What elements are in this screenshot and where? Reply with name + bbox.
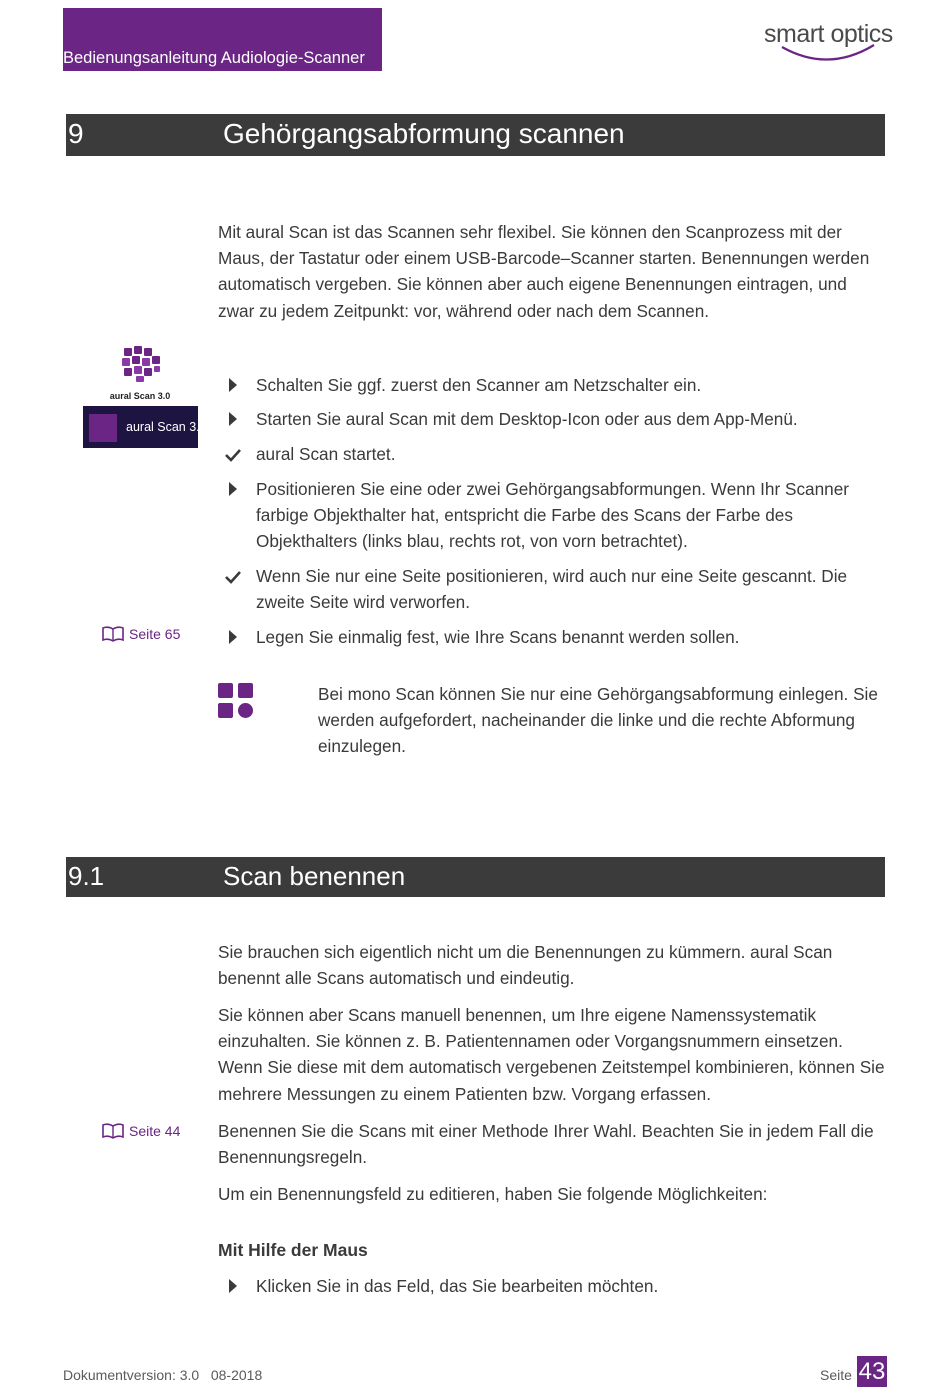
app-tile-icon	[89, 414, 117, 442]
step-item: Schalten Sie ggf. zuerst den Scanner am Netzschalter ein.	[256, 375, 702, 395]
body-paragraph: Sie können aber Scans manuell benennen, um Ihre eigene Namenssystematik einzuhalten. Sie können z. B. Patientennamen oder Vorgangsnummern einsetzen. Wenn Sie diese mit dem automatisch vergebenen Zeitstempel kombinieren, können Sie mehrere Messungen zu einem Patienten bzw. Vorgang erfassen.	[218, 1005, 885, 1104]
cube-logo-icon	[108, 340, 172, 386]
cross-reference-link[interactable]	[102, 1123, 180, 1139]
document-date: 08-2018	[210, 1367, 263, 1383]
step-item: Klicken Sie in das Feld, das Sie bearbeiten möchten.	[256, 1276, 659, 1296]
triangle-right-icon	[224, 480, 242, 498]
checkmark-icon	[224, 446, 242, 464]
document-title: Bedienungsanleitung Audiologie-Scanner	[63, 49, 365, 67]
intro-paragraph: Mit aural Scan ist das Scannen sehr flexibel. Sie können den Scanprozess mit der Maus, der Tastatur oder einem USB-Barcode–Scanner starten. Benennungen werden automatisch vergeben. Sie können aber auch eigene Benennungen eintragen, und zwar zu jedem Zeitpunkt: vor, während oder nach dem Scannen.	[218, 222, 870, 321]
step-item: Legen Sie einmalig fest, wie Ihre Scans benannt werden sollen.	[256, 627, 740, 647]
section-title: Scan benennen	[223, 861, 406, 891]
note-text: Bei mono Scan können Sie nur eine Gehörgangsabformung einlegen. Sie werden aufgefordert, nacheinander die linke und die rechte Abformung einzulegen.	[318, 684, 878, 757]
book-icon	[102, 626, 124, 642]
result-item: aural Scan startet.	[256, 444, 396, 464]
cross-reference-link[interactable]	[102, 626, 180, 642]
checkmark-icon	[224, 568, 242, 586]
book-icon	[102, 1123, 124, 1139]
triangle-right-icon	[224, 410, 242, 428]
aural-scan-app-tile	[83, 406, 207, 448]
body-paragraph: Um ein Benennungsfeld zu editieren, haben Sie folgende Möglichkeiten:	[218, 1184, 768, 1204]
triangle-right-icon	[224, 1277, 242, 1295]
triangle-right-icon	[224, 628, 242, 646]
triangle-right-icon	[224, 376, 242, 394]
section-title: Gehörgangsabformung scannen	[223, 118, 625, 149]
aural-scan-desktop-icon	[108, 340, 172, 400]
brand-logo: smart optics	[764, 20, 893, 48]
logo-swoosh-icon	[778, 41, 878, 69]
cross-reference-label: Seite 44	[129, 1123, 181, 1139]
app-tile-label: aural Scan 3.0	[126, 420, 207, 434]
subheading: Mit Hilfe der Maus	[218, 1240, 368, 1260]
section-heading-9	[66, 114, 885, 156]
app-icon-caption: aural Scan 3.0	[109, 391, 171, 401]
page-number: 43	[858, 1358, 886, 1385]
section-number: 9.1	[68, 861, 105, 891]
mono-scan-note-icon	[218, 683, 254, 719]
document-version: Dokumentversion: 3.0	[63, 1367, 200, 1383]
cross-reference-label: Seite 65	[129, 626, 181, 642]
footer-version	[63, 1367, 262, 1383]
body-paragraph: Sie brauchen sich eigentlich nicht um die Benennungen zu kümmern. aural Scan benennt alle Scans automatisch und eindeutig.	[218, 942, 833, 989]
step-item: Positionieren Sie eine oder zwei Gehörgangsabformungen. Wenn Ihr Scanner farbige Objekthalter hat, entspricht die Farbe des Scans der Farbe des Objekthalters (links blau, rechts rot, von vorn betrachtet).	[256, 479, 850, 552]
page-label: Seite	[820, 1367, 852, 1383]
section-number: 9	[68, 118, 84, 149]
section-heading-9-1	[66, 857, 885, 897]
body-paragraph: Benennen Sie die Scans mit einer Methode Ihrer Wahl. Beachten Sie in jedem Fall die Benennungsregeln.	[218, 1121, 874, 1168]
step-item: Starten Sie aural Scan mit dem Desktop-Icon oder aus dem App-Menü.	[256, 409, 798, 429]
result-item: Wenn Sie nur eine Seite positionieren, wird auch nur eine Seite gescannt. Die zweite Seite wird verworfen.	[256, 566, 848, 613]
